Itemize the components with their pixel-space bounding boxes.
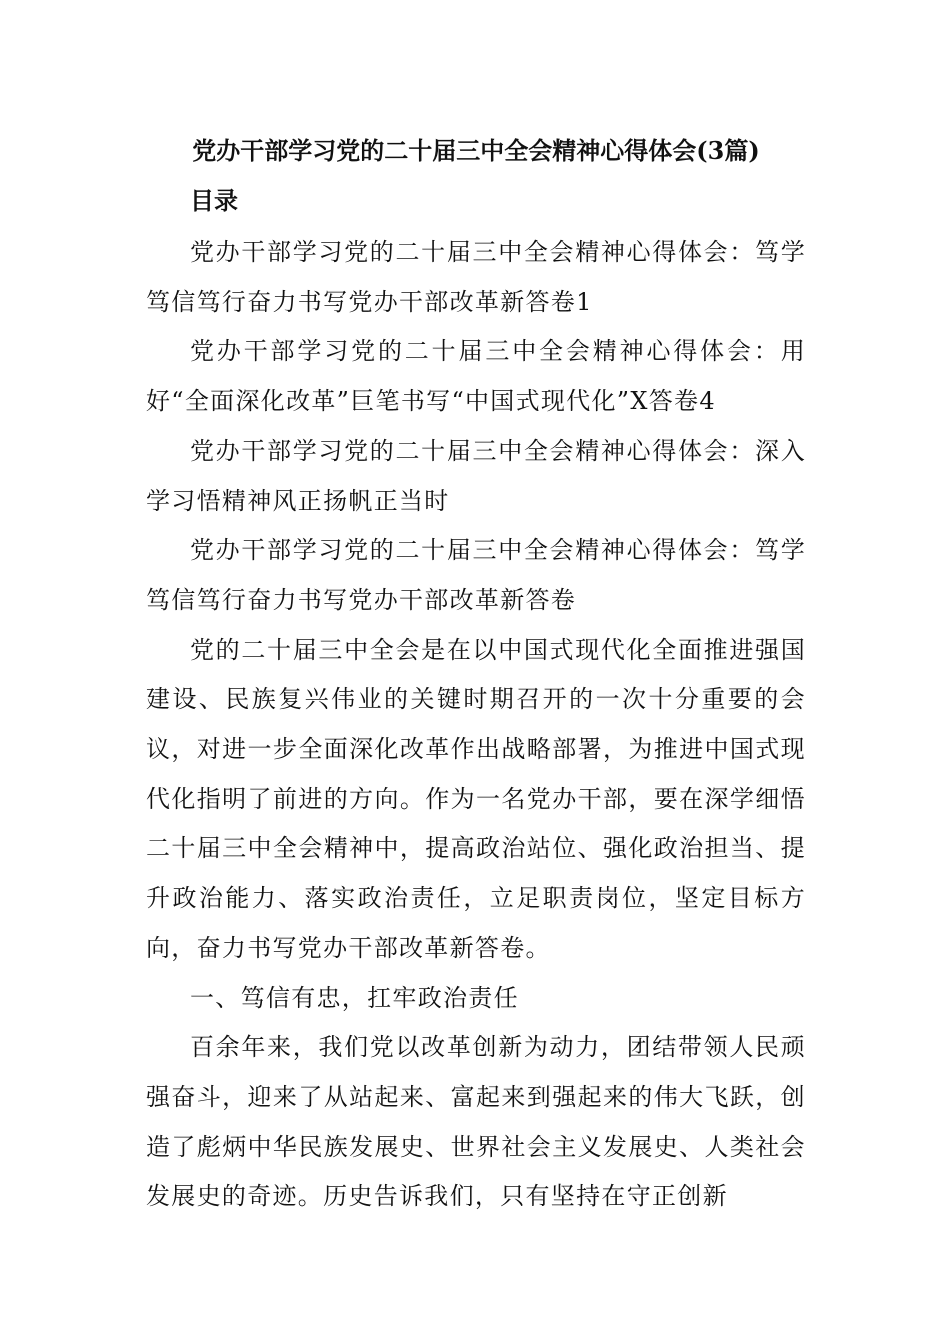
paragraph-intro: 党的二十届三中全会是在以中国式现代化全面推进强国建设、民族复兴伟业的关键时期召开的一次十分重要的会议，对进一步全面深化改革作出战略部署，为推进中国式现代化指明了前进的方向。作为一名党办干部，要在深学细悟二十届三中全会精神中，提高政治站位、强化政治担当、提升政治能力、落实政治责任，立足职责岗位，坚定目标方向，奋力书写党办干部改革新答卷。 [146,635,806,962]
toc-entry-3[interactable]: 党办干部学习党的二十届三中全会精神心得体会：深入学习悟精神风正扬帆正当时 [146,436,806,515]
section-heading-1: 一、笃信有忠，扛牢政治责任 [190,983,519,1012]
toc-entry-2[interactable]: 党办干部学习党的二十届三中全会精神心得体会：用好“全面深化改革”巨笔书写“中国式现代化”X答卷4 [146,337,806,416]
document-title: 党办干部学习党的二十届三中全会精神心得体会(3篇) [192,136,760,165]
document-body [146,228,806,1222]
article-title: 党办干部学习党的二十届三中全会精神心得体会：笃学笃信笃行奋力书写党办干部改革新答卷 [146,536,806,614]
toc-heading: 目录 [190,186,238,215]
toc-entry-1[interactable]: 党办干部学习党的二十届三中全会精神心得体会：笃学笃信笃行奋力书写党办干部改革新答卷1 [146,238,806,316]
paragraph-section-1: 百余年来，我们党以改革创新为动力，团结带领人民顽强奋斗，迎来了从站起来、富起来到强起来的伟大飞跃，创造了彪炳中华民族发展史、世界社会主义发展史、人类社会发展史的奇迹。历史告诉我们，只有坚持在守正创新 [146,1033,806,1211]
